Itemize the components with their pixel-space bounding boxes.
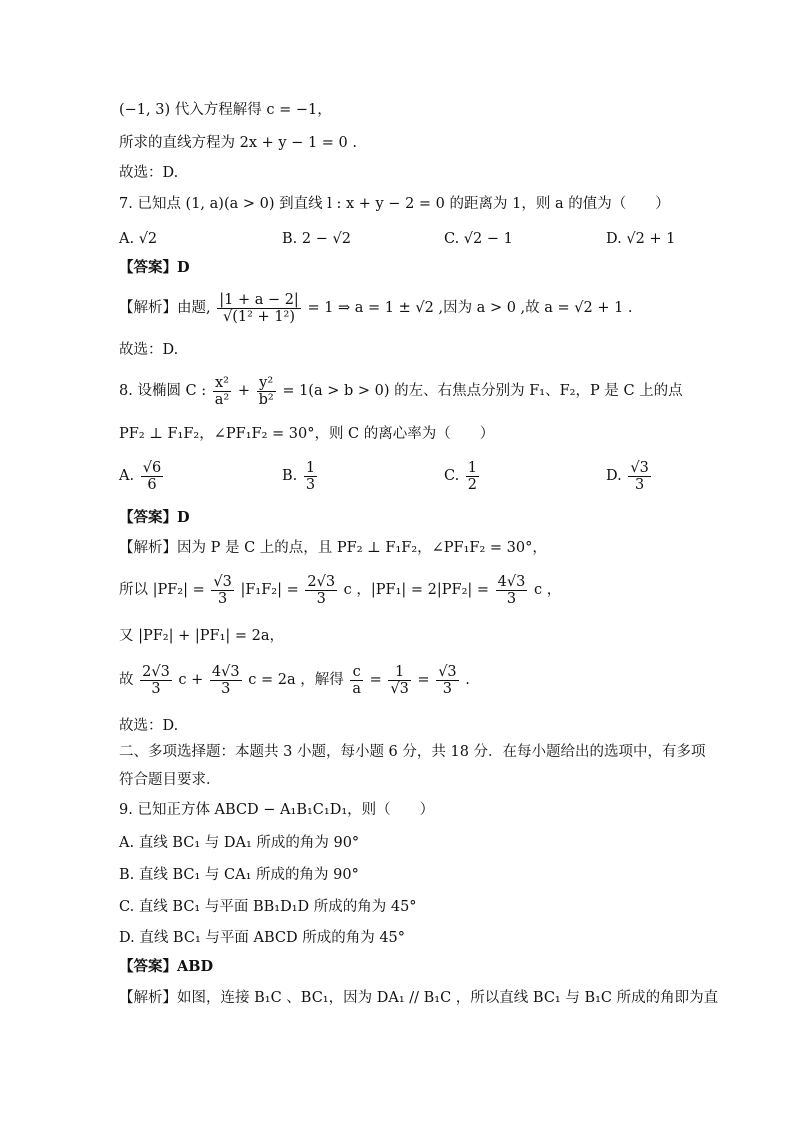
answer-7: 【答案】D: [119, 259, 190, 276]
solution-8-line4: 故 $\frac{2√3}{3}$ c + $\frac{4√3}{3}$ c = 2a ，解得 $\frac{c}{a}$ = $\frac{1}{√3}$ = $\frac{√3}{3}$ .: [119, 663, 470, 697]
section-heading: 二、多项选择题：本题共 3 小题，每小题 6 分，共 18 分．在每小题给出的选项中，有多项: [119, 744, 706, 760]
text-line: 故选：D.: [119, 342, 179, 358]
q8-option-b: B. $\frac{1}{3}$: [282, 459, 316, 493]
solution-7: 【解析】由题, $\frac{|1 + a - 2|}{\text{√(1² + 1²)}}$ = 1 ⇒ a = 1 ± √2 ,因为 a > 0 ,故 a = √2 + 1 .: [119, 291, 633, 325]
solution-8: 【解析】因为 P 是 C 上的点，且 PF₂ ⊥ F₁F₂，∠PF₁F₂ = 30°，: [119, 540, 547, 556]
text-line: 所求的直线方程为 2x + y − 1 = 0 .: [119, 135, 357, 151]
solution-8-line3: 又 |PF₂| + |PF₁| = 2a，: [119, 628, 285, 644]
question-7: 7. 已知点 (1, a)(a > 0) 到直线 l : x + y − 2 = 0 的距离为 1，则 a 的值为（ ）: [119, 196, 670, 212]
q9-option-a: A. 直线 BC₁ 与 DA₁ 所成的角为 90°: [119, 835, 360, 851]
section-heading-cont: 符合题目要求．: [119, 772, 221, 788]
q7-option-d: D. √2 + 1: [606, 231, 676, 247]
q9-option-b: B. 直线 BC₁ 与 CA₁ 所成的角为 90°: [119, 867, 359, 883]
question-8-cont: PF₂ ⊥ F₁F₂，∠PF₁F₂ = 30°，则 C 的离心率为（ ）: [119, 426, 495, 442]
q9-option-d: D. 直线 BC₁ 与平面 ABCD 所成的角为 45°: [119, 930, 406, 946]
text-line: (−1, 3) 代入方程解得 c = −1，: [119, 102, 332, 118]
answer-8: 【答案】D: [119, 509, 190, 526]
q7-option-c: C. √2 − 1: [444, 231, 513, 247]
answer-9: 【答案】ABD: [119, 958, 214, 975]
q9-option-c: C. 直线 BC₁ 与平面 BB₁D₁D 所成的角为 45°: [119, 899, 417, 915]
question-8: 8. 设椭圆 C : $\frac{\text{x²}}{\text{a²}}$ + $\frac{\text{y²}}{\text{b²}}$ = 1(a > b > 0) 的左、右焦点分别为 F₁、F₂，P 是 C 上的点: [119, 374, 683, 408]
q8-option-c: C. $\frac{1}{2}$: [444, 459, 478, 493]
q7-option-b: B. 2 − √2: [282, 231, 351, 247]
q8-option-a: A. $\frac{√6}{6}$: [119, 459, 162, 493]
text-line: 故选：D.: [119, 718, 179, 734]
question-9: 9. 已知正方体 ABCD − A₁B₁C₁D₁，则（ ）: [119, 802, 435, 818]
text-line: 故选：D.: [119, 165, 179, 181]
solution-9: 【解析】如图，连接 B₁C 、BC₁，因为 DA₁ // B₁C ，所以直线 BC₁ 与 B₁C 所成的角即为直: [119, 990, 719, 1006]
solution-8-line2: 所以 |PF₂| = $\frac{√3}{3}$ |F₁F₂| = $\frac{2√3}{3}$ c ，|PF₁| = 2|PF₂| = $\frac{4√3}{3}$ c ，: [119, 573, 562, 607]
q8-option-d: D. $\frac{√3}{3}$: [606, 459, 649, 493]
q7-option-a: A. √2: [119, 231, 158, 247]
